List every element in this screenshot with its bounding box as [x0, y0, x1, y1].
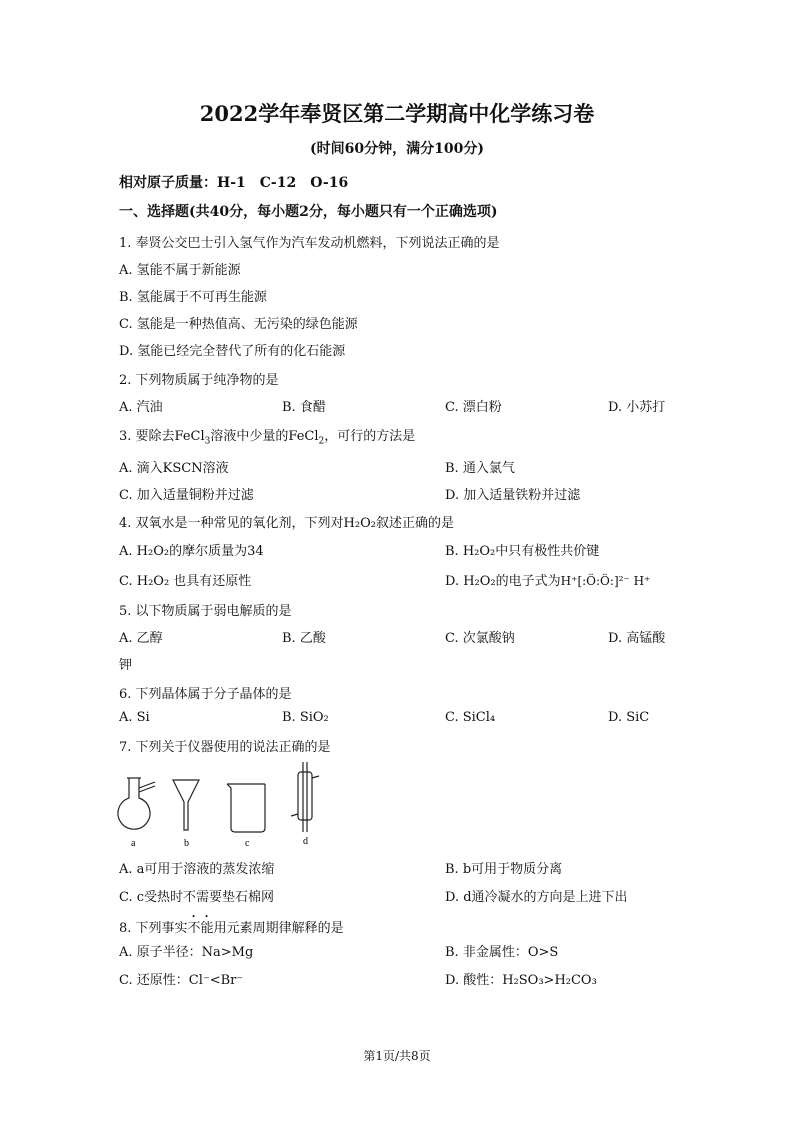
question-6-option-c: C. SiCl₄: [445, 710, 496, 725]
question-5-option-a: A. 乙醇: [119, 631, 163, 646]
question-3-sub-2: 2: [318, 436, 325, 447]
question-6-option-d: D. SiC: [608, 710, 650, 725]
exam-info: (时间60分钟，满分100分): [310, 141, 484, 157]
question-2-option-b: B. 食醋: [282, 400, 326, 415]
question-6-option-b: B. SiO₂: [282, 710, 329, 725]
question-8-option-d: D. 酸性：H₂SO₃>H₂CO₃: [445, 973, 597, 988]
question-4-option-d-text: D. H₂O₂的电子式为: [445, 574, 561, 589]
question-8-stem-pre: 8. 下列事实: [119, 921, 188, 936]
section-heading: 一、选择题(共40分，每小题2分，每小题只有一个正确选项): [119, 204, 498, 220]
question-3-stem-post: ，可行的方法是: [324, 429, 416, 444]
question-7-stem: 7. 下列关于仪器使用的说法正确的是: [119, 740, 331, 755]
apparatus-label-d: d: [303, 836, 308, 847]
question-2-option-d: D. 小苏打: [608, 400, 666, 415]
question-3-stem-mid: 溶液中少量的FeCl: [210, 429, 319, 444]
question-7-option-c: C. c受热时不需要垫石棉网: [119, 890, 275, 905]
apparatus-label-a: a: [131, 838, 136, 849]
question-1-stem: 1. 奉贤公交巴士引入氢气作为汽车发动机燃料，下列说法正确的是: [119, 236, 500, 251]
question-2-stem: 2. 下列物质属于纯净物的是: [119, 373, 279, 388]
funnel-icon: [173, 780, 199, 830]
question-3-option-d: D. 加入适量铁粉并过滤: [445, 488, 581, 503]
question-3-stem-pre: 3. 要除去FeCl: [119, 429, 205, 444]
page-title: 2022学年奉贤区第二学期高中化学练习卷: [199, 101, 595, 126]
question-5-stem: 5. 以下物质属于弱电解质的是: [119, 604, 292, 619]
question-5-option-d: D. 高锰酸: [608, 631, 666, 646]
question-8-option-c: C. 还原性：Cl⁻<Br⁻: [119, 973, 244, 988]
condenser-icon: [291, 762, 319, 832]
question-5-option-c: C. 次氯酸钠: [445, 631, 515, 646]
question-1-option-a: A. 氢能不属于新能源: [119, 263, 241, 278]
question-3-option-b: B. 通入氯气: [445, 461, 515, 476]
question-7-option-b: B. b可用于物质分离: [445, 862, 563, 877]
question-6-option-a: A. Si: [119, 710, 150, 725]
question-3-stem: [119, 425, 415, 447]
question-4-option-d: [445, 570, 650, 589]
apparatus-figure: [115, 760, 325, 852]
question-4-option-b: B. H₂O₂中只有极性共价键: [445, 544, 600, 559]
question-7-option-a: A. a可用于溶液的蒸发浓缩: [119, 862, 275, 877]
question-5-option-d-cont: 钾: [119, 658, 133, 673]
question-3-sub-1: 3: [204, 436, 211, 447]
question-8-emphasis: 不能: [187, 921, 214, 936]
question-7-option-d: D. d通冷凝水的方向是上进下出: [445, 890, 628, 905]
question-8-option-a: A. 原子半径：Na>Mg: [119, 945, 254, 960]
atomic-mass-note: 相对原子质量：H-1 C-12 O-16: [119, 175, 349, 191]
question-6-stem: 6. 下列晶体属于分子晶体的是: [119, 687, 292, 702]
question-1-option-c: C. 氢能是一种热值高、无污染的绿色能源: [119, 317, 358, 332]
question-8-stem-post: 用元素周期律解释的是: [213, 921, 344, 936]
question-3-option-a: A. 滴入KSCN溶液: [119, 461, 229, 476]
electron-formula: H⁺[:Ö:Ö:]²⁻ H⁺: [560, 574, 651, 588]
question-2-option-a: A. 汽油: [119, 400, 163, 415]
question-8-stem: [119, 913, 344, 936]
question-4-option-c: C. H₂O₂ 也具有还原性: [119, 574, 252, 589]
distillation-flask-icon: [118, 778, 155, 829]
question-5-option-b: B. 乙酸: [282, 631, 326, 646]
question-8-option-b: B. 非金属性：O>S: [445, 945, 559, 960]
question-4-stem: 4. 双氧水是一种常见的氧化剂，下列对H₂O₂叙述正确的是: [119, 516, 454, 531]
apparatus-label-b: b: [184, 838, 189, 849]
question-1-option-b: B. 氢能属于不可再生能源: [119, 290, 267, 305]
question-1-option-d: D. 氢能已经完全替代了所有的化石能源: [119, 344, 346, 359]
beaker-icon: [227, 784, 265, 832]
page-footer: 第1页/共8页: [363, 1049, 431, 1063]
apparatus-label-c: c: [245, 838, 250, 849]
question-4-option-a: A. H₂O₂的摩尔质量为34: [119, 544, 264, 559]
question-2-option-c: C. 漂白粉: [445, 400, 502, 415]
question-3-option-c: C. 加入适量铜粉并过滤: [119, 488, 254, 503]
